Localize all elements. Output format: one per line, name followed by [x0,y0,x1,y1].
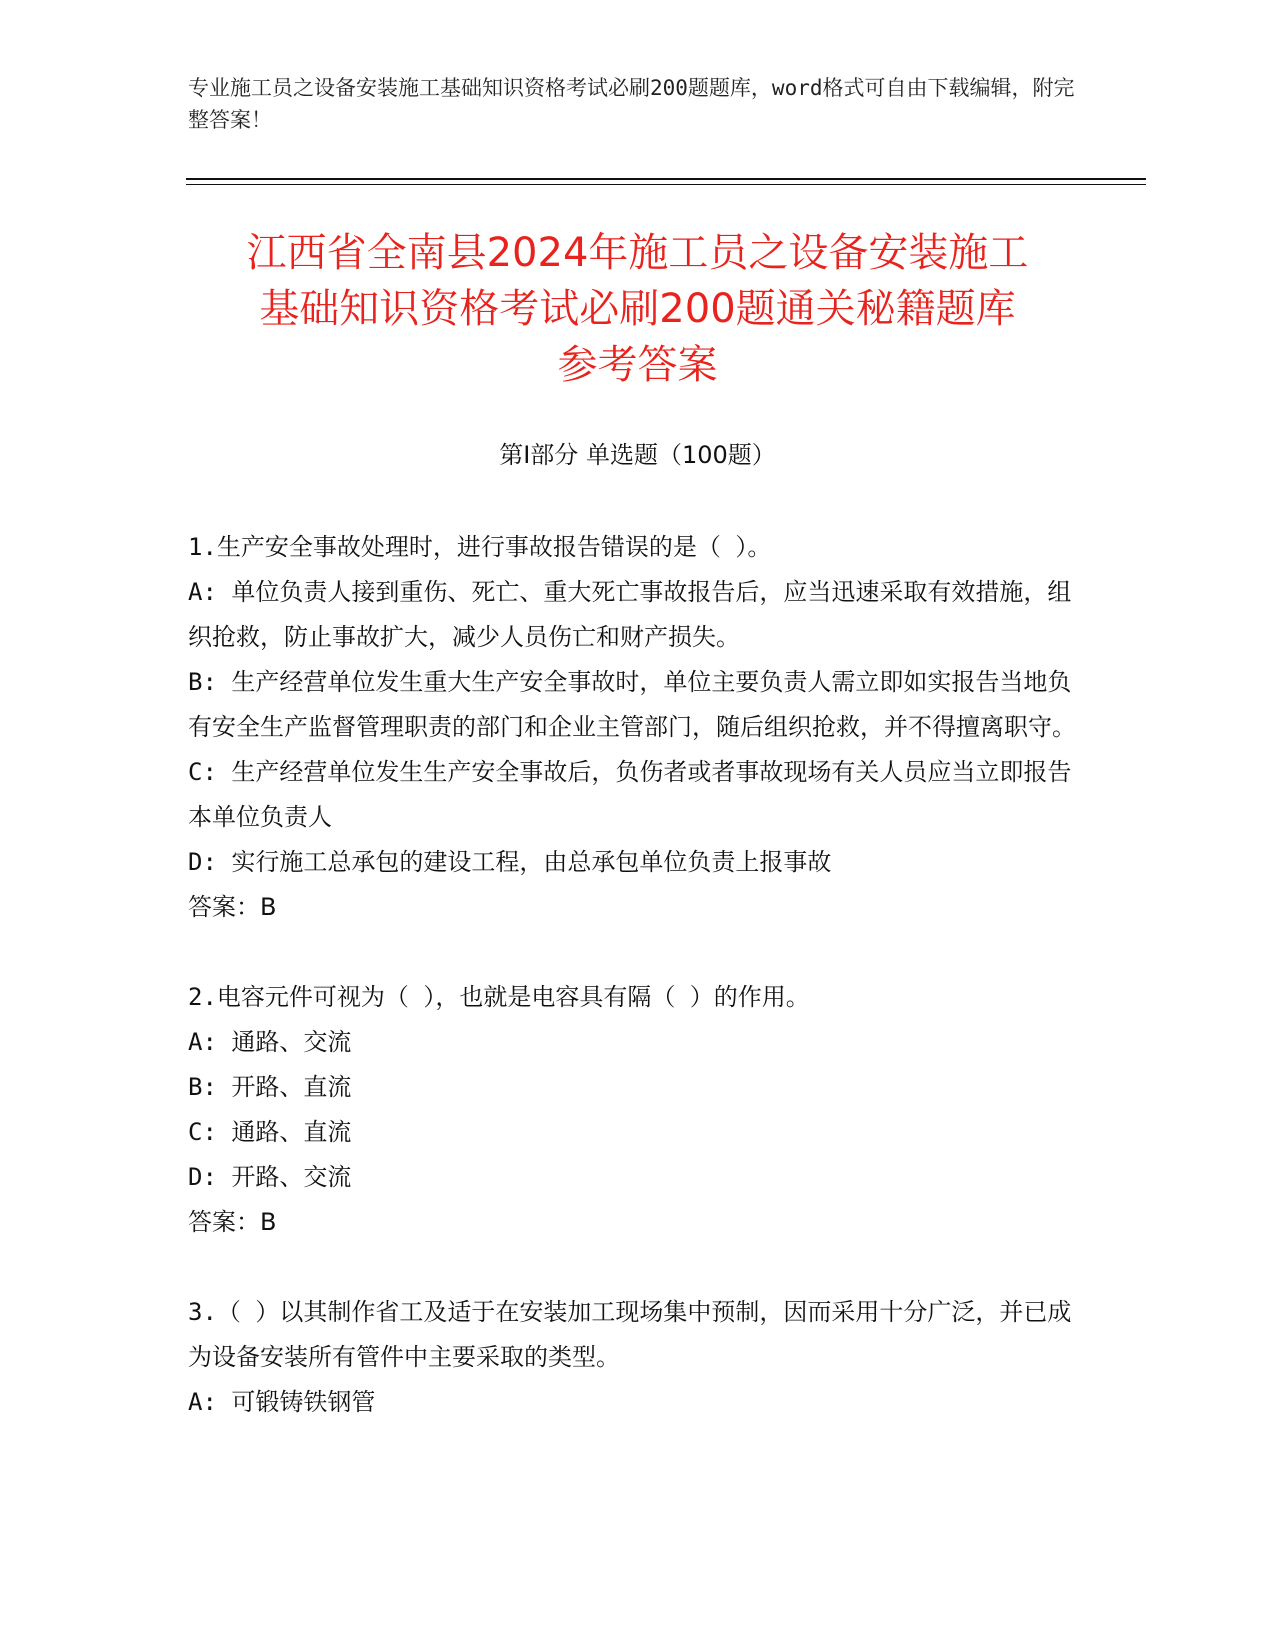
section-heading: 第Ⅰ部分 单选题（100题） [499,441,776,469]
option-a: A: 可锻铸铁钢管 [188,1388,376,1416]
option-c: C: 生产经营单位发生生产安全事故后，负伤者或者事故现场有关人员应当立即报告本单位负责人 [188,758,1072,831]
question-3 [188,1290,1088,1425]
option-d: D: 开路、交流 [188,1163,352,1191]
question-stem: 3.（ ）以其制作省工及适于在安装加工现场集中预制，因而采用十分广泛，并已成为设备安装所有管件中主要采取的类型。 [188,1298,1072,1371]
option-a: A: 单位负责人接到重伤、死亡、重大死亡事故报告后，应当迅速采取有效措施，组织抢救，防止事故扩大，减少人员伤亡和财产损失。 [188,578,1072,651]
option-d: D: 实行施工总承包的建设工程，由总承包单位负责上报事故 [188,848,832,876]
option-b: B: 开路、直流 [188,1073,352,1101]
document-title [150,225,1125,393]
question-2 [188,975,1088,1245]
header-divider-thin [186,184,1146,185]
document-title-line-3: 参考答案 [557,342,718,388]
question-1 [188,525,1088,930]
document-title-line-1: 江西省全南县2024年施工员之设备安装施工 [246,230,1029,276]
question-stem: 2.电容元件可视为（ ），也就是电容具有隔（ ）的作用。 [188,983,810,1011]
page-header: 专业施工员之设备安装施工基础知识资格考试必刷200题题库，word格式可自由下载编辑，附完整答案！ [188,76,1075,132]
answer: 答案：B [188,893,277,921]
question-list [188,525,1088,1470]
document-title-line-2: 基础知识资格考试必刷200题通关秘籍题库 [259,286,1016,332]
option-c: C: 通路、直流 [188,1118,352,1146]
header-divider-thick [186,178,1146,180]
option-a: A: 通路、交流 [188,1028,352,1056]
answer: 答案：B [188,1208,277,1236]
option-b: B: 生产经营单位发生重大生产安全事故时，单位主要负责人需立即如实报告当地负有安全生产监督管理职责的部门和企业主管部门，随后组织抢救，并不得擅离职守。 [188,668,1076,741]
question-stem: 1.生产安全事故处理时，进行事故报告错误的是（ ）。 [188,533,772,561]
